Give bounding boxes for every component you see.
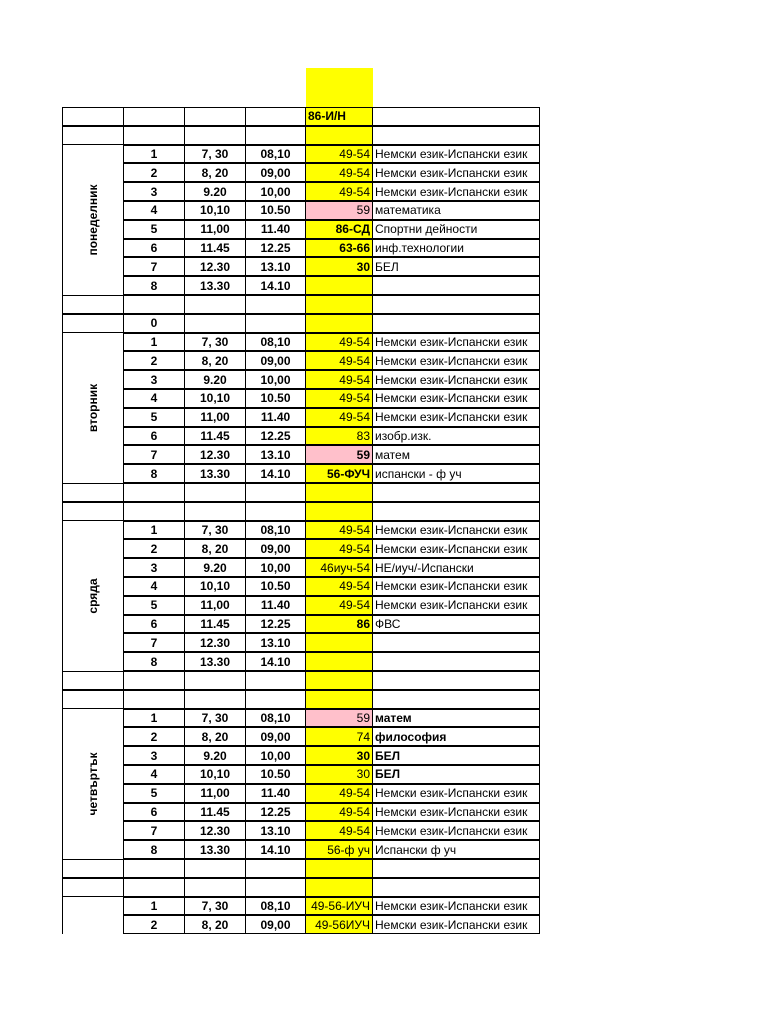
room-cell: 59	[306, 709, 373, 728]
room-cell: 56-ф уч	[306, 840, 373, 859]
subject-cell	[373, 859, 540, 878]
room-cell: 74	[306, 727, 373, 746]
subject-cell: матем	[373, 709, 540, 728]
room-cell	[306, 652, 373, 671]
lesson-end: 12.25	[246, 427, 306, 446]
subject-cell	[373, 483, 540, 502]
subject-cell: матем	[373, 445, 540, 464]
subject-cell	[373, 652, 540, 671]
lesson-end: 08,10	[246, 709, 306, 728]
day-cell	[62, 840, 124, 859]
subject-cell: философия	[373, 727, 540, 746]
day-cell	[62, 351, 124, 370]
subject-cell: НЕ/иуч/-Испански	[373, 558, 540, 577]
lesson-end: 13.10	[246, 821, 306, 840]
day-cell	[62, 163, 124, 182]
subject-cell: Немски език-Испански език	[373, 784, 540, 803]
lesson-start	[185, 126, 246, 145]
room-cell	[306, 878, 373, 897]
lesson-start: 8, 20	[185, 351, 246, 370]
lesson-start: 12.30	[185, 633, 246, 652]
lesson-number: 5	[124, 784, 185, 803]
lesson-end	[246, 502, 306, 521]
lesson-number	[124, 295, 185, 314]
lesson-number: 4	[124, 577, 185, 596]
room-cell: 59	[306, 201, 373, 220]
day-cell	[62, 257, 124, 276]
subject-cell: ФВС	[373, 615, 540, 634]
lesson-end: 09,00	[246, 539, 306, 558]
subject-cell: испански - ф уч	[373, 464, 540, 483]
lesson-end: 14.10	[246, 464, 306, 483]
lesson-end: 09,00	[246, 915, 306, 934]
lesson-end: 10.50	[246, 389, 306, 408]
lesson-number: 4	[124, 201, 185, 220]
subject-cell: Немски език-Испански език	[373, 915, 540, 934]
day-cell	[62, 521, 124, 540]
subject-cell	[373, 295, 540, 314]
lesson-start: 12.30	[185, 257, 246, 276]
room-cell: 49-56-ИУЧ	[306, 897, 373, 916]
room-cell: 46иуч-54	[306, 558, 373, 577]
lesson-number	[124, 671, 185, 690]
lesson-end: 14.10	[246, 840, 306, 859]
lesson-number: 0	[124, 314, 185, 333]
lesson-number: 5	[124, 408, 185, 427]
room-cell: 56-ФУЧ	[306, 464, 373, 483]
lesson-number: 3	[124, 370, 185, 389]
lesson-number	[124, 502, 185, 521]
lesson-number: 6	[124, 803, 185, 822]
room-cell	[306, 859, 373, 878]
day-cell	[62, 314, 124, 333]
lesson-end: 11.40	[246, 596, 306, 615]
lesson-number	[124, 107, 185, 126]
lesson-start: 13.30	[185, 276, 246, 295]
lesson-end	[246, 126, 306, 145]
room-cell: 30	[306, 746, 373, 765]
lesson-end: 09,00	[246, 727, 306, 746]
subject-cell	[373, 314, 540, 333]
subject-cell	[373, 126, 540, 145]
lesson-number: 2	[124, 727, 185, 746]
lesson-start: 11.45	[185, 427, 246, 446]
subject-cell: Немски език-Испански език	[373, 408, 540, 427]
day-cell	[62, 107, 124, 126]
lesson-end	[246, 878, 306, 897]
lesson-start: 7, 30	[185, 521, 246, 540]
lesson-start: 11.45	[185, 615, 246, 634]
lesson-number: 6	[124, 427, 185, 446]
lesson-number	[124, 690, 185, 709]
day-cell	[62, 539, 124, 558]
subject-cell: Немски език-Испански език	[373, 521, 540, 540]
lesson-number: 8	[124, 652, 185, 671]
lesson-end: 10.50	[246, 765, 306, 784]
lesson-start: 7, 30	[185, 709, 246, 728]
lesson-start: 9.20	[185, 370, 246, 389]
day-cell	[62, 276, 124, 295]
lesson-number: 1	[124, 333, 185, 352]
lesson-start: 13.30	[185, 652, 246, 671]
subject-cell	[373, 633, 540, 652]
lesson-end: 11.40	[246, 408, 306, 427]
subject-header	[373, 107, 540, 126]
lesson-end	[246, 671, 306, 690]
lesson-start: 10,10	[185, 389, 246, 408]
lesson-start	[185, 107, 246, 126]
room-cell: 49-54	[306, 521, 373, 540]
room-cell: 86	[306, 615, 373, 634]
day-label: понеделник	[86, 184, 100, 256]
lesson-start	[185, 295, 246, 314]
lesson-number: 2	[124, 163, 185, 182]
lesson-end: 09,00	[246, 163, 306, 182]
subject-cell	[373, 276, 540, 295]
lesson-number: 1	[124, 521, 185, 540]
subject-cell: Немски език-Испански език	[373, 821, 540, 840]
lesson-end: 10,00	[246, 558, 306, 577]
room-cell: 49-54	[306, 577, 373, 596]
lesson-start: 12.30	[185, 821, 246, 840]
room-cell: 49-54	[306, 145, 373, 164]
subject-cell	[373, 502, 540, 521]
lesson-start: 8, 20	[185, 727, 246, 746]
subject-cell: Немски език-Испански език	[373, 897, 540, 916]
lesson-end	[246, 483, 306, 502]
lesson-number	[124, 859, 185, 878]
subject-cell: Испански ф уч	[373, 840, 540, 859]
lesson-start	[185, 502, 246, 521]
lesson-number: 2	[124, 351, 185, 370]
lesson-number: 8	[124, 464, 185, 483]
lesson-end: 14.10	[246, 276, 306, 295]
room-cell	[306, 276, 373, 295]
lesson-start: 11,00	[185, 408, 246, 427]
subject-cell: Немски език-Испански език	[373, 145, 540, 164]
lesson-end: 12.25	[246, 239, 306, 258]
lesson-number: 1	[124, 709, 185, 728]
room-cell: 49-54	[306, 596, 373, 615]
day-cell	[62, 464, 124, 483]
room-cell: 86-СД	[306, 220, 373, 239]
day-label: вторник	[86, 383, 100, 432]
day-label: четвъртък	[86, 752, 100, 816]
day-cell	[62, 615, 124, 634]
room-cell: 49-54	[306, 408, 373, 427]
lesson-end: 13.10	[246, 257, 306, 276]
day-cell	[62, 445, 124, 464]
lesson-start: 11.45	[185, 803, 246, 822]
subject-cell: БЕЛ	[373, 257, 540, 276]
lesson-start: 7, 30	[185, 333, 246, 352]
lesson-start: 9.20	[185, 746, 246, 765]
class-header: 86-И/Н	[306, 107, 373, 126]
room-cell: 49-54	[306, 539, 373, 558]
day-cell	[62, 727, 124, 746]
subject-cell: инф.технологии	[373, 239, 540, 258]
lesson-number: 7	[124, 257, 185, 276]
room-cell: 49-54	[306, 333, 373, 352]
lesson-end: 10.50	[246, 577, 306, 596]
day-cell	[62, 859, 124, 878]
room-cell	[306, 295, 373, 314]
lesson-start: 10,10	[185, 201, 246, 220]
lesson-end	[246, 314, 306, 333]
subject-cell: Немски език-Испански език	[373, 577, 540, 596]
day-cell	[62, 690, 124, 709]
lesson-number: 6	[124, 239, 185, 258]
subject-cell: БЕЛ	[373, 765, 540, 784]
day-cell	[62, 295, 124, 314]
room-cell	[306, 126, 373, 145]
lesson-start: 7, 30	[185, 897, 246, 916]
lesson-start: 11.45	[185, 239, 246, 258]
lesson-end	[246, 859, 306, 878]
lesson-start	[185, 878, 246, 897]
lesson-end: 11.40	[246, 784, 306, 803]
room-cell: 30	[306, 257, 373, 276]
lesson-end	[246, 690, 306, 709]
lesson-start	[185, 483, 246, 502]
lesson-number: 5	[124, 596, 185, 615]
subject-cell: Спортни дейности	[373, 220, 540, 239]
subject-cell: Немски език-Испански език	[373, 596, 540, 615]
lesson-end: 10,00	[246, 746, 306, 765]
room-cell: 49-54	[306, 821, 373, 840]
lesson-number: 2	[124, 915, 185, 934]
day-cell	[62, 502, 124, 521]
lesson-start: 8, 20	[185, 915, 246, 934]
lesson-number: 5	[124, 220, 185, 239]
subject-cell: изобр.изк.	[373, 427, 540, 446]
room-cell: 49-56ИУЧ	[306, 915, 373, 934]
lesson-start	[185, 314, 246, 333]
lesson-number	[124, 126, 185, 145]
room-cell: 49-54	[306, 803, 373, 822]
lesson-number: 7	[124, 633, 185, 652]
lesson-number: 7	[124, 445, 185, 464]
lesson-number: 6	[124, 615, 185, 634]
lesson-end: 11.40	[246, 220, 306, 239]
lesson-start: 9.20	[185, 558, 246, 577]
room-cell: 49-54	[306, 370, 373, 389]
class-column-header-highlight	[306, 68, 373, 107]
day-cell	[62, 671, 124, 690]
lesson-number: 8	[124, 276, 185, 295]
lesson-start: 11,00	[185, 596, 246, 615]
lesson-start: 9.20	[185, 182, 246, 201]
subject-cell: Немски език-Испански език	[373, 163, 540, 182]
day-cell	[62, 333, 124, 352]
lesson-end: 13.10	[246, 445, 306, 464]
room-cell	[306, 671, 373, 690]
lesson-end: 12.25	[246, 803, 306, 822]
subject-cell	[373, 878, 540, 897]
lesson-start: 13.30	[185, 840, 246, 859]
room-cell	[306, 314, 373, 333]
room-cell	[306, 690, 373, 709]
lesson-start: 8, 20	[185, 163, 246, 182]
room-cell: 49-54	[306, 163, 373, 182]
day-cell	[62, 915, 124, 934]
lesson-end	[246, 107, 306, 126]
lesson-end: 08,10	[246, 897, 306, 916]
day-cell	[62, 483, 124, 502]
subject-cell: БЕЛ	[373, 746, 540, 765]
lesson-end: 14.10	[246, 652, 306, 671]
lesson-start: 12.30	[185, 445, 246, 464]
room-cell: 83	[306, 427, 373, 446]
lesson-number: 3	[124, 746, 185, 765]
subject-cell: Немски език-Испански език	[373, 182, 540, 201]
subject-cell: Немски език-Испански език	[373, 389, 540, 408]
subject-cell: Немски език-Испански език	[373, 803, 540, 822]
subject-cell: Немски език-Испански език	[373, 539, 540, 558]
lesson-number: 4	[124, 765, 185, 784]
lesson-end: 08,10	[246, 521, 306, 540]
lesson-end	[246, 295, 306, 314]
lesson-number: 4	[124, 389, 185, 408]
room-cell: 49-54	[306, 351, 373, 370]
schedule-sheet	[62, 68, 540, 938]
room-cell: 30	[306, 765, 373, 784]
subject-cell: Немски език-Испански език	[373, 351, 540, 370]
lesson-start	[185, 671, 246, 690]
lesson-start: 11,00	[185, 220, 246, 239]
lesson-start: 11,00	[185, 784, 246, 803]
lesson-start	[185, 859, 246, 878]
lesson-start: 8, 20	[185, 539, 246, 558]
lesson-end: 08,10	[246, 145, 306, 164]
day-cell	[62, 709, 124, 728]
subject-cell	[373, 690, 540, 709]
room-cell: 63-66	[306, 239, 373, 258]
lesson-number	[124, 483, 185, 502]
day-cell	[62, 633, 124, 652]
day-cell	[62, 126, 124, 145]
day-cell	[62, 878, 124, 897]
day-cell	[62, 652, 124, 671]
room-cell: 49-54	[306, 389, 373, 408]
room-cell: 49-54	[306, 182, 373, 201]
room-cell	[306, 502, 373, 521]
day-cell	[62, 897, 124, 916]
lesson-end: 09,00	[246, 351, 306, 370]
day-cell	[62, 821, 124, 840]
lesson-number: 1	[124, 145, 185, 164]
lesson-number	[124, 878, 185, 897]
subject-cell	[373, 671, 540, 690]
lesson-start: 10,10	[185, 765, 246, 784]
room-cell	[306, 633, 373, 652]
subject-cell: Немски език-Испански език	[373, 370, 540, 389]
lesson-end: 12.25	[246, 615, 306, 634]
lesson-end: 10,00	[246, 370, 306, 389]
lesson-start	[185, 690, 246, 709]
lesson-end: 10.50	[246, 201, 306, 220]
lesson-end: 13.10	[246, 633, 306, 652]
lesson-start: 7, 30	[185, 145, 246, 164]
lesson-number: 8	[124, 840, 185, 859]
lesson-start: 13.30	[185, 464, 246, 483]
lesson-number: 3	[124, 182, 185, 201]
day-cell	[62, 145, 124, 164]
lesson-number: 2	[124, 539, 185, 558]
lesson-end: 08,10	[246, 333, 306, 352]
lesson-start: 10,10	[185, 577, 246, 596]
lesson-number: 7	[124, 821, 185, 840]
subject-cell: математика	[373, 201, 540, 220]
room-cell: 49-54	[306, 784, 373, 803]
room-cell	[306, 483, 373, 502]
day-cell	[62, 558, 124, 577]
lesson-number: 1	[124, 897, 185, 916]
subject-cell: Немски език-Испански език	[373, 333, 540, 352]
day-label: сряда	[86, 578, 100, 614]
lesson-number: 3	[124, 558, 185, 577]
lesson-end: 10,00	[246, 182, 306, 201]
room-cell: 59	[306, 445, 373, 464]
